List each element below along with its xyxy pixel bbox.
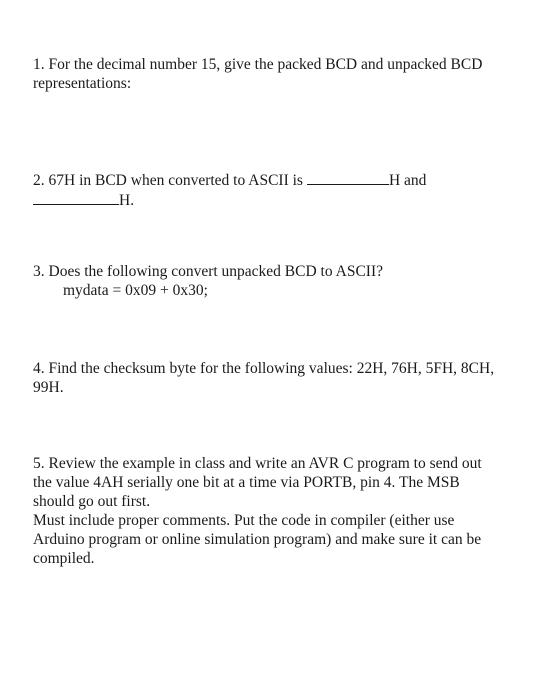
question-3 xyxy=(33,262,523,300)
question-4 xyxy=(33,359,523,397)
question-5-line-5: Arduino program or online simulation program) and make sure it can be xyxy=(33,531,482,548)
question-4-line-2: 99H. xyxy=(33,379,64,396)
question-3-line-1: 3. Does the following convert unpacked BCD to ASCII? xyxy=(33,263,383,280)
question-5-line-1: 5. Review the example in class and write an AVR C program to send out xyxy=(33,455,482,472)
question-2-text-before-blank: 2. 67H in BCD when converted to ASCII is xyxy=(33,172,303,189)
question-3-code-line: mydata = 0x09 + 0x30; xyxy=(63,282,208,299)
question-5-line-4: Must include proper comments. Put the code in compiler (either use xyxy=(33,512,455,529)
question-1-line-2: representations: xyxy=(33,75,132,92)
question-5-line-6: compiled. xyxy=(33,550,95,567)
question-2-line-2 xyxy=(33,190,523,210)
question-1-line-1: 1. For the decimal number 15, give the packed BCD and unpacked BCD xyxy=(33,56,483,73)
question-5-line-2: the value 4AH serially one bit at a time via PORTB, pin 4. The MSB xyxy=(33,474,460,491)
question-5 xyxy=(33,454,523,568)
question-1 xyxy=(33,55,523,93)
question-5-line-3: should go out first. xyxy=(33,493,151,510)
question-4-line-1: 4. Find the checksum byte for the following values: 22H, 76H, 5FH, 8CH, xyxy=(33,360,495,377)
question-2-text-after-blank-2: H. xyxy=(119,192,135,209)
question-2-text-after-blank-1: H and xyxy=(388,172,427,189)
question-2-line-1 xyxy=(33,170,523,190)
question-2 xyxy=(33,170,523,210)
answer-blank-2[interactable] xyxy=(33,190,119,205)
answer-blank-1[interactable] xyxy=(307,170,389,185)
